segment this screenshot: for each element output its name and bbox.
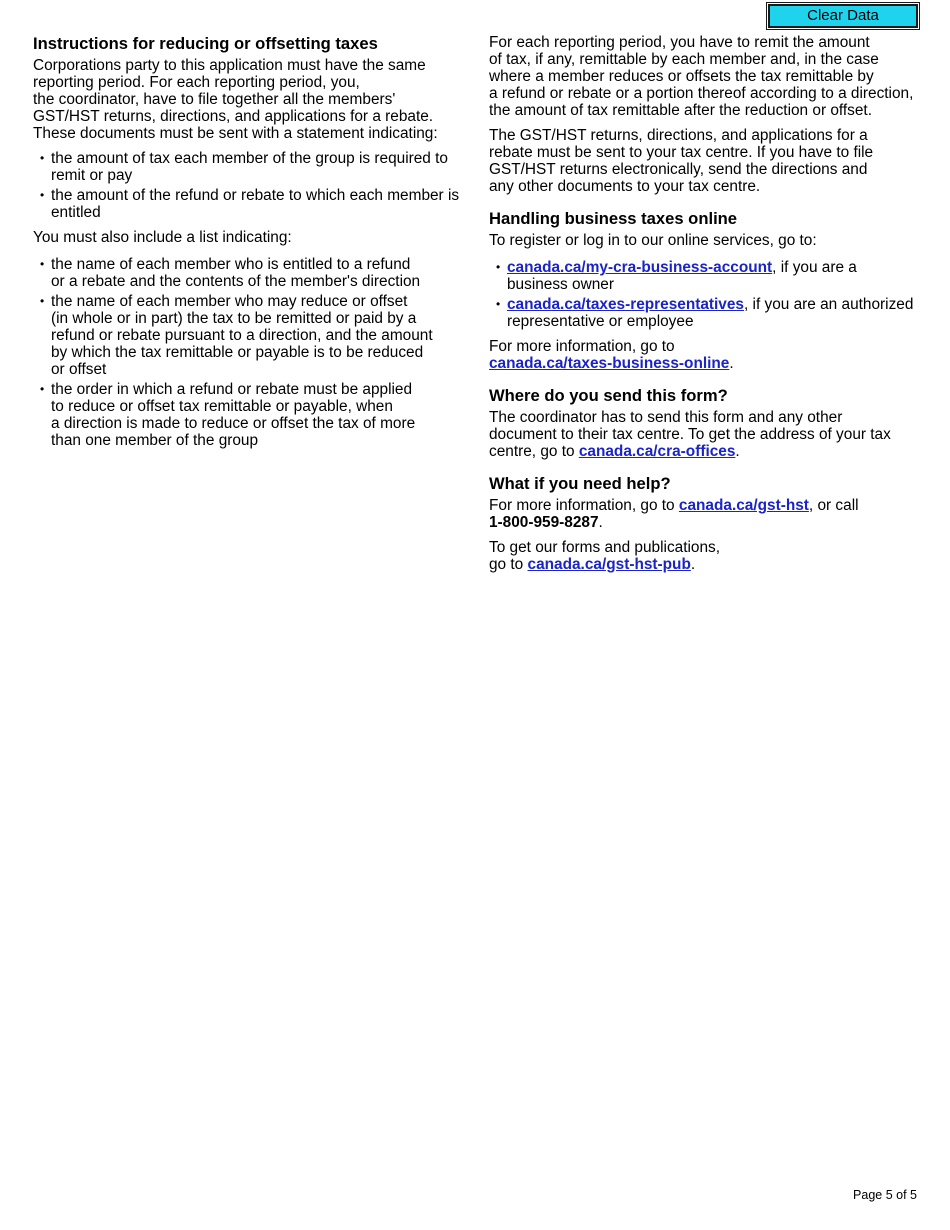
period-text: . [690, 556, 696, 573]
publications-paragraph [489, 539, 929, 573]
members-list [33, 256, 473, 449]
intro-line: Corporations party to this application must have the same [33, 57, 426, 74]
paragraph-line [489, 514, 929, 531]
intro-line: GST/HST returns, directions, and applications for a rebate. [33, 108, 434, 125]
list-item-line: representative or employee [507, 313, 694, 330]
paragraph-line: document to their tax centre. To get the address of your tax [489, 426, 891, 443]
list-item-line [507, 296, 929, 313]
online-links-list [489, 259, 929, 330]
statement-list [33, 150, 473, 221]
help-paragraph [489, 497, 929, 531]
gst-hst-link[interactable]: canada.ca/gst-hst [678, 497, 809, 514]
business-online-link[interactable]: canada.ca/taxes-business-online [489, 355, 730, 372]
online-more-info [489, 338, 929, 372]
list-item [489, 296, 929, 330]
intro-line: the coordinator, have to file together all the members' [33, 91, 396, 108]
period-text: . [729, 355, 734, 372]
list-item-line: • the name of each member who may reduce or offset [51, 293, 408, 310]
list-item-line: business owner [507, 276, 614, 293]
list-item-line: remit or pay [51, 167, 133, 184]
intro-line: reporting period. For each reporting period, you, [33, 74, 360, 91]
gst-hst-pub-link[interactable]: canada.ca/gst-hst-pub [527, 556, 691, 573]
phone-number: 1-800-959-8287 [489, 514, 599, 531]
paragraph-line: The coordinator has to send this form and any other [489, 409, 843, 426]
paragraph-line: of tax, if any, remittable by each member and, in the case [489, 51, 879, 68]
list-item-line: • the name of each member who is entitled to a refund [51, 256, 411, 273]
online-intro: To register or log in to our online services, go to: [489, 232, 817, 249]
list-item-line: or a rebate and the contents of the member's direction [51, 273, 421, 290]
paragraph-line: the amount of tax remittable after the reduction or offset. [489, 102, 872, 119]
right-column [489, 34, 929, 581]
send-paragraph [489, 409, 929, 460]
list-intro: You must also include a list indicating: [33, 229, 292, 246]
clear-data-button[interactable]: Clear Data [768, 4, 918, 28]
list-item [33, 256, 473, 290]
paragraph-line: GST/HST returns electronically, send the directions and [489, 161, 868, 178]
paragraph-line: For more information, go to [489, 338, 675, 355]
paragraph-line [489, 556, 929, 573]
period-text: . [735, 443, 740, 460]
list-item-line: than one member of the group [51, 432, 259, 449]
paragraph-text: For more information, go to [489, 497, 679, 514]
online-heading: Handling business taxes online [489, 209, 738, 228]
paragraph-line: For each reporting period, you have to remit the amount [489, 34, 870, 51]
list-item [489, 259, 929, 293]
list-item-line: to reduce or offset tax remittable or payable, when [51, 398, 393, 415]
list-item-line: • the order in which a refund or rebate must be applied [51, 381, 413, 398]
list-item [33, 150, 473, 184]
paragraph-line: any other documents to your tax centre. [489, 178, 761, 195]
list-item-line: • the amount of tax each member of the group is required to [51, 150, 448, 167]
paragraph-line: The GST/HST returns, directions, and applications for a [489, 127, 868, 144]
period-text: . [598, 514, 603, 531]
send-heading: Where do you send this form? [489, 386, 728, 405]
paragraph-line: where a member reduces or offsets the tax remittable by [489, 68, 874, 85]
cra-offices-link[interactable]: canada.ca/cra-offices [578, 443, 736, 460]
paragraph-text: go to [489, 556, 528, 573]
paragraph-line [489, 443, 929, 460]
list-item-line: refund or rebate pursuant to a direction, and the amount [51, 327, 433, 344]
paragraph-line [489, 497, 929, 514]
paragraph-line: To get our forms and publications, [489, 539, 720, 556]
paragraph-line [489, 355, 929, 372]
list-item-line: by which the tax remittable or payable is to be reduced [51, 344, 424, 361]
representatives-link[interactable]: canada.ca/taxes-representatives [507, 296, 744, 313]
help-heading: What if you need help? [489, 474, 671, 493]
instructions-intro [33, 57, 473, 142]
page-number: Page 5 of 5 [853, 1188, 917, 1202]
list-item [33, 381, 473, 449]
paragraph-line: rebate must be sent to your tax centre. If you have to file [489, 144, 874, 161]
tax-centre-paragraph [489, 127, 929, 195]
business-account-link[interactable]: canada.ca/my-cra-business-account [507, 259, 773, 276]
list-item [33, 293, 473, 378]
paragraph-text: , or call [808, 497, 859, 514]
remit-paragraph [489, 34, 929, 119]
left-column [33, 34, 473, 457]
list-item-line: • the amount of the refund or rebate to which each member is [51, 187, 460, 204]
list-item-line [507, 259, 929, 276]
list-item-line: entitled [51, 204, 101, 221]
list-item-line: a direction is made to reduce or offset the tax of more [51, 415, 416, 432]
list-item-line: or offset [51, 361, 107, 378]
list-item-text: , if you are an authorized [743, 296, 914, 313]
instructions-heading: Instructions for reducing or offsetting taxes [33, 34, 378, 53]
list-item [33, 187, 473, 221]
list-item-line: (in whole or in part) the tax to be remitted or paid by a [51, 310, 417, 327]
paragraph-line: a refund or rebate or a portion thereof according to a direction, [489, 85, 914, 102]
list-item-text: , if you are a [772, 259, 857, 276]
intro-line: These documents must be sent with a statement indicating: [33, 125, 438, 142]
paragraph-text: centre, go to [489, 443, 579, 460]
